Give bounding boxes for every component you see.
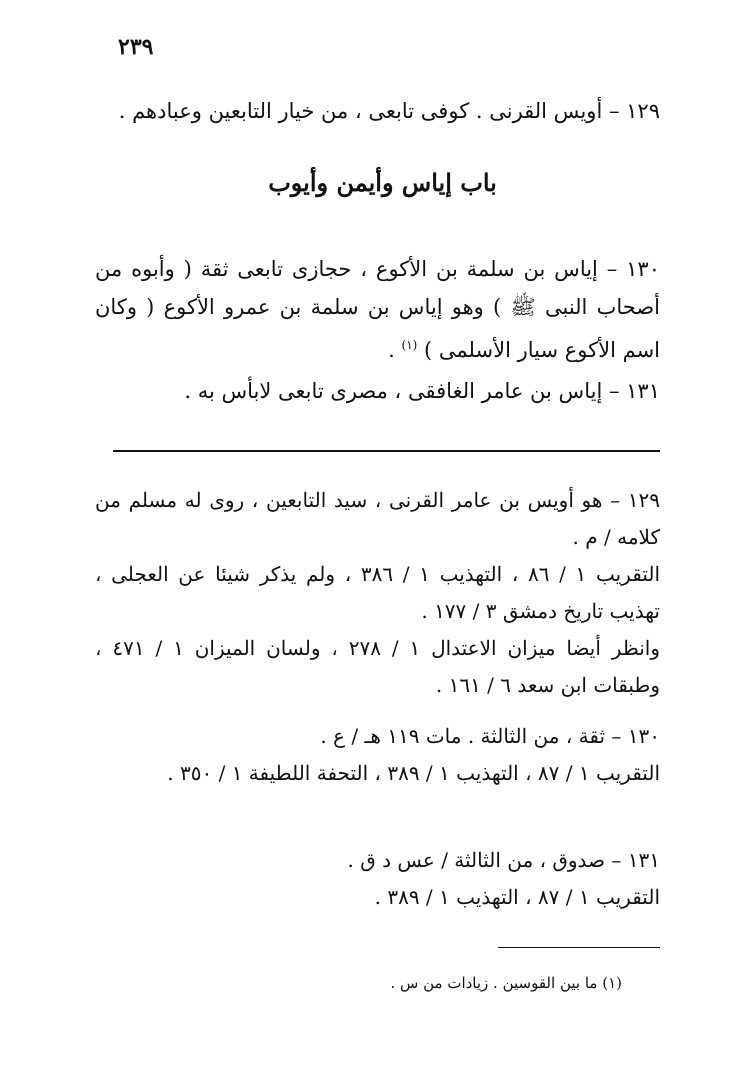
entry-number: ١٣١ – (608, 379, 660, 403)
note-line (95, 482, 660, 556)
note-number: ١٢٩ – (610, 488, 661, 512)
entry-130 (95, 250, 660, 369)
note-line (95, 842, 660, 879)
entry-129 (95, 92, 660, 130)
footnote-text: ما بين القوسين . زيادات من س . (390, 974, 598, 992)
note-number: ١٣١ – (611, 848, 660, 872)
note-text: هو أويس بن عامر القرنى ، سيد التابعين ، روى له مسلم من كلامه / م . (95, 488, 660, 549)
footnote (390, 970, 622, 996)
entry-text-end: . (388, 338, 395, 362)
entry-text: أويس القرنى . كوفى تابعى ، من خيار التابعين وعبادهم . (118, 99, 603, 123)
note-line: وانظر أيضا ميزان الاعتدال ١ / ٢٧٨ ، ولسان الميزان ١ / ٤٧١ ، وطبقات ابن سعد ٦ / ١٦١ . (95, 636, 661, 697)
entry-number: ١٣٠ – (606, 257, 660, 281)
entry-131 (95, 372, 660, 410)
notes-separator (113, 450, 660, 452)
note-131 (95, 842, 660, 916)
section-heading: باب إياس وأيمن وأيوب (268, 168, 497, 197)
note-130 (95, 718, 660, 792)
note-line (95, 718, 660, 755)
note-number: ١٣٠ – (611, 724, 660, 748)
note-text: صدوق ، من الثالثة / عس د ق . (347, 848, 606, 872)
footnote-separator (498, 947, 660, 948)
entry-text: إياس بن عامر الغافقى ، مصرى تابعى لابأس به . (184, 379, 603, 403)
entry-text: إياس بن سلمة بن الأكوع ، حجازى تابعى ثقة ( وأبوه من أصحاب النبى ﷺ ) وهو إياس بن سلمة بن عمرو الأكوع ( وكان اسم الأكوع سيار الأسلمى ) (95, 257, 660, 362)
page-number: ٢٣٩ (118, 34, 154, 60)
note-line: التقريب ١ / ٨٧ ، التهذيب ١ / ٣٨٩ . (374, 885, 660, 909)
note-text: ثقة ، من الثالثة . مات ١١٩ هـ / ع . (320, 724, 606, 748)
note-line: التقريب ١ / ٨٧ ، التهذيب ١ / ٣٨٩ ، التحفة اللطيفة ١ / ٣٥٠ . (167, 761, 660, 785)
footnote-ref: (١) (401, 338, 418, 352)
footnote-marker: (١) (602, 974, 622, 992)
note-129 (95, 482, 660, 704)
entry-number: ١٢٩ – (608, 99, 660, 123)
note-line: التقريب ١ / ٨٦ ، التهذيب ١ / ٣٨٦ ، ولم يذكر شيئا عن العجلى ، تهذيب تاريخ دمشق ٣ / ١٧٧ . (95, 562, 661, 623)
